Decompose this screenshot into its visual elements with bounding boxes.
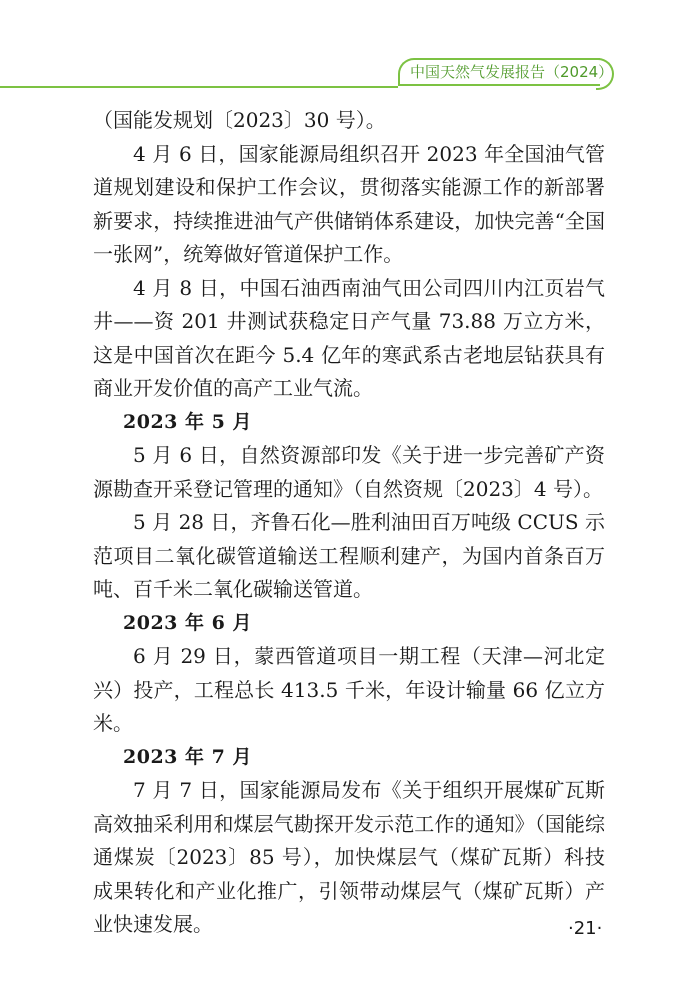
paragraph-apr6: 4 月 6 日，国家能源局组织召开 2023 年全国油气管道规划建设和保护工作会议，贯彻落实能源工作的新部署新要求，持续推进油气产供储销体系建设，加快完善“全国一张网”，统筹做好管道保护工作。 (93, 141, 605, 266)
paragraph-apr8: 4 月 8 日，中国石油西南油气田公司四川内江页岩气井——资 201 井测试获稳定日产气量 73.88 万立方米，这是中国首次在距今 5.4 亿年的寒武系古老地层钻获具有商业开发价值的高产工业气流。 (93, 275, 605, 400)
header-rule (0, 86, 398, 88)
page-number: ·21· (568, 918, 603, 939)
paragraph-may6: 5 月 6 日，自然资源部印发《关于进一步完善矿产资源勘查开采登记管理的通知》（自然资规〔2023〕4 号）。 (93, 443, 605, 501)
running-header (0, 58, 700, 94)
page-body (93, 104, 605, 942)
paragraph-jul7: 7 月 7 日，国家能源局发布《关于组织开展煤矿瓦斯高效抽采利用和煤层气勘探开发示范工作的通知》（国能综通煤炭〔2023〕85 号），加快煤层气（煤矿瓦斯）科技成果转化和产业化推广，引领带动煤层气（煤矿瓦斯）产业快速发展。 (93, 778, 605, 936)
heading-jul-2023: 2023 年 7 月 (123, 745, 252, 768)
paragraph-jun29: 6 月 29 日，蒙西管道项目一期工程（天津—河北定兴）投产，工程总长 413.5 千米，年设计输量 66 亿立方米。 (93, 644, 605, 735)
heading-may-2023: 2023 年 5 月 (123, 410, 252, 433)
paragraph-may28: 5 月 28 日，齐鲁石化—胜利油田百万吨级 CCUS 示范项目二氧化碳管道输送工程顺利建产，为国内首条百万吨、百千米二氧化碳输送管道。 (93, 510, 605, 601)
header-title: 中国天然气发展报告（2024） (410, 63, 614, 81)
paragraph-continuation: （国能发规划〔2023〕30 号）。 (93, 108, 386, 132)
heading-jun-2023: 2023 年 6 月 (123, 611, 252, 634)
